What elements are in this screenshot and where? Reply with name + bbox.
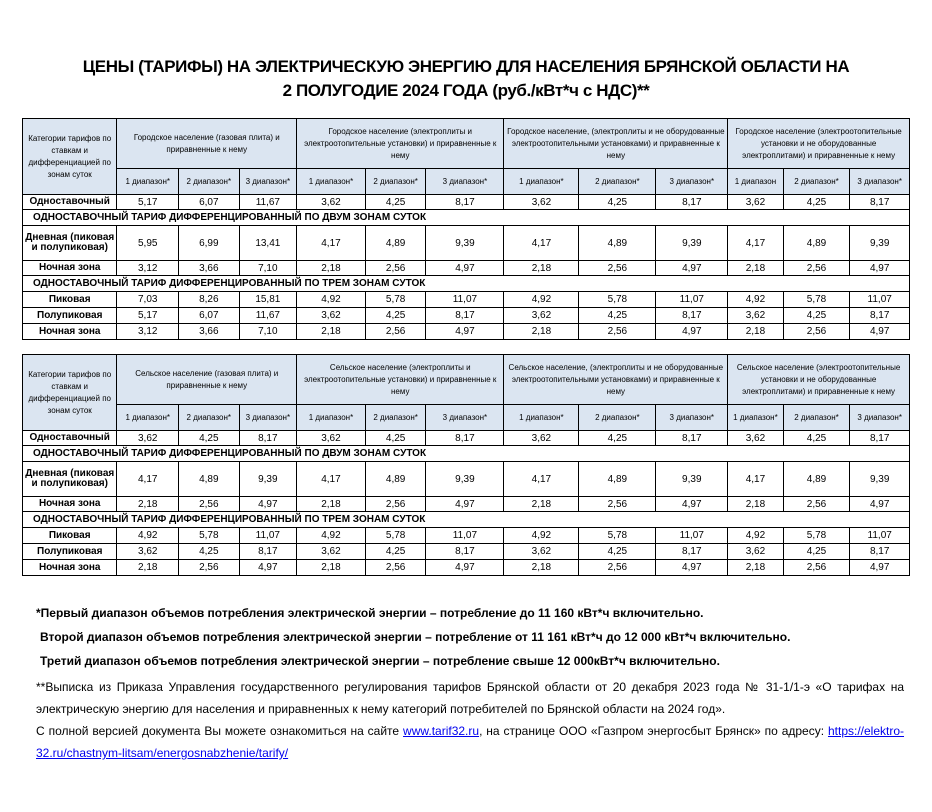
ranges-row: [23, 405, 910, 431]
tariff-value: 11,07: [656, 292, 728, 308]
ranges-row: [23, 169, 910, 195]
tariff-value: 2,18: [504, 324, 579, 340]
range-header: 3 диапазон*: [426, 405, 504, 431]
tariff-value: 4,17: [504, 226, 579, 261]
tariff-value: 8,17: [656, 195, 728, 210]
tariff-value: 2,56: [365, 497, 426, 512]
row-label: Полупиковая: [23, 544, 117, 560]
table-row: [23, 292, 910, 308]
tariff-value: 4,97: [656, 497, 728, 512]
range-header: 1 диапазон*: [117, 405, 179, 431]
tariff-value: 13,41: [239, 226, 296, 261]
tariff-value: 2,18: [504, 497, 579, 512]
tariff-value: 4,89: [365, 462, 426, 497]
tariff-value: 2,18: [117, 497, 179, 512]
group-header: Сельское население (газовая плита) и приравненные к нему: [117, 355, 297, 405]
range-header: 2 диапазон*: [579, 405, 656, 431]
tariff-value: 4,89: [179, 462, 240, 497]
group-header: Сельское население (электроплиты и электроотопительные установки) и приравненные к нему: [297, 355, 504, 405]
tariff-value: 4,89: [365, 226, 426, 261]
tariff-value: 3,62: [504, 544, 579, 560]
tariff-value: 5,78: [579, 528, 656, 544]
tariff-table: [22, 354, 910, 576]
tariff-value: 4,97: [239, 497, 297, 512]
tariff-value: 9,39: [656, 226, 728, 261]
tariff-value: 4,17: [117, 462, 179, 497]
tariff-value: 4,97: [850, 560, 910, 576]
tariff-value: 4,89: [579, 462, 656, 497]
tariff-value: 2,56: [579, 261, 656, 276]
tariff-value: 8,17: [850, 431, 910, 446]
range-header: 3 диапазон*: [656, 405, 728, 431]
row-label: Ночная зона: [23, 497, 117, 512]
tariff-value: 11,07: [656, 528, 728, 544]
tariff-value: 11,07: [850, 528, 910, 544]
section-row: [23, 210, 910, 226]
range-header: 1 диапазон*: [297, 405, 366, 431]
section-row: [23, 276, 910, 292]
tariff-value: 5,78: [783, 528, 850, 544]
range-header: 3 диапазон*: [850, 169, 910, 195]
range-header: 2 диапазон*: [365, 169, 426, 195]
category-header: Категории тарифов по ставкам и дифференциацией по зонам суток: [23, 119, 117, 195]
tariff-value: 4,25: [579, 431, 656, 446]
tariff-value: 2,18: [297, 497, 366, 512]
tariff-value: 8,17: [426, 431, 504, 446]
tariff-value: 4,25: [365, 195, 426, 210]
tariff-value: 4,97: [426, 324, 504, 340]
tariff-value: 4,89: [783, 226, 850, 261]
range-header: 1 диапазон: [728, 169, 783, 195]
row-label: Ночная зона: [23, 560, 117, 576]
tariff-value: 8,17: [426, 308, 504, 324]
tariff-value: 3,62: [728, 544, 783, 560]
range-header: 1 диапазон*: [117, 169, 179, 195]
range-header: 3 диапазон*: [656, 169, 728, 195]
row-label: Полупиковая: [23, 308, 117, 324]
elektro32-link[interactable]: https://elektro-32.ru/chastnym-litsam/energosnabzhenie/tarify/: [36, 724, 905, 760]
tariff-value: 2,56: [783, 560, 850, 576]
table-row: [23, 431, 910, 446]
tariff-value: 4,25: [783, 431, 850, 446]
row-label: Ночная зона: [23, 324, 117, 340]
tariff-value: 4,97: [239, 560, 297, 576]
table-row: [23, 195, 910, 210]
tariff-value: 4,25: [365, 431, 426, 446]
tarif32-link[interactable]: www.tarif32.ru: [403, 724, 480, 738]
tariff-value: 4,97: [426, 497, 504, 512]
table-row: [23, 528, 910, 544]
range-header: 3 диапазон*: [239, 169, 296, 195]
tariff-value: 5,78: [579, 292, 656, 308]
tariff-value: 4,97: [426, 261, 504, 276]
tariff-value: 3,62: [728, 431, 783, 446]
tariff-value: 4,17: [504, 462, 579, 497]
tariff-value: 2,56: [365, 261, 426, 276]
tariff-value: 5,78: [365, 528, 426, 544]
tariff-value: 2,56: [179, 497, 240, 512]
tariff-value: 4,25: [579, 308, 656, 324]
tariff-value: 8,17: [426, 195, 504, 210]
tariff-value: 3,62: [504, 195, 579, 210]
tariff-value: 4,97: [656, 261, 728, 276]
tariff-value: 3,62: [117, 544, 179, 560]
tariff-value: 11,07: [426, 292, 504, 308]
group-header: Городское население (электроотопительные установки и не оборудованные электроплитами) и приравненные к нему: [728, 119, 910, 169]
tariff-value: 4,97: [850, 497, 910, 512]
footnote-order: **Выписка из Приказа Управления государственного регулирования тарифов Брянской области от 20 декабря 2023 года № 31-1/1-э «О тарифах на электрическую энергию для населения и приравненных к нему категорий потребителей по Брянской области на 2024 год».: [36, 680, 904, 716]
group-header: Городское население (электроплиты и электроотопительные установки) и приравненные к нему: [297, 119, 504, 169]
row-label: Ночная зона: [23, 261, 117, 276]
tariff-value: 5,78: [365, 292, 426, 308]
tariff-value: 4,17: [297, 226, 366, 261]
range-header: 1 диапазон*: [728, 405, 783, 431]
tariff-value: 4,17: [728, 462, 783, 497]
tariff-value: 8,17: [239, 431, 297, 446]
tariff-value: 9,39: [850, 462, 910, 497]
footnote-range-2: Второй диапазон объемов потребления электрической энергии – потребление от 11 161 кВт*ч до 12 000 кВт*ч включительно.: [40, 630, 791, 644]
range-header: 1 диапазон*: [504, 169, 579, 195]
tariff-value: 2,18: [728, 560, 783, 576]
section-title: ОДНОСТАВОЧНЫЙ ТАРИФ ДИФФЕРЕНЦИРОВАННЫЙ ПО ДВУМ ЗОНАМ СУТОК: [23, 210, 910, 226]
tariff-value: 2,18: [117, 560, 179, 576]
group-header: Городское население, (электроплиты и не оборудованные электроотопительными установками) и приравненные к нему: [504, 119, 728, 169]
footnote-source: [36, 676, 904, 764]
tariff-value: 7,03: [117, 292, 179, 308]
tariff-value: 2,56: [579, 560, 656, 576]
footnote-range-1: *Первый диапазон объемов потребления электрической энергии – потребление до 11 160 кВт*ч включительно.: [36, 606, 704, 620]
tariff-value: 4,25: [365, 308, 426, 324]
tariff-value: 4,92: [504, 292, 579, 308]
tariff-value: 2,56: [579, 324, 656, 340]
tariff-value: 4,97: [656, 324, 728, 340]
footnote-site-prefix: С полной версией документа Вы можете ознакомиться на сайте: [36, 724, 400, 738]
tariff-value: 5,78: [783, 292, 850, 308]
tariff-value: 2,18: [504, 560, 579, 576]
tariff-value: 2,18: [297, 261, 366, 276]
table-row: [23, 226, 910, 261]
section-title: ОДНОСТАВОЧНЫЙ ТАРИФ ДИФФЕРЕНЦИРОВАННЫЙ ПО ДВУМ ЗОНАМ СУТОК: [23, 446, 910, 462]
tariff-value: 4,25: [579, 195, 656, 210]
tariff-value: 6,07: [179, 308, 240, 324]
tariff-value: 6,07: [179, 195, 240, 210]
tariff-value: 5,17: [117, 308, 179, 324]
tariff-value: 3,62: [297, 308, 366, 324]
range-header: 2 диапазон*: [365, 405, 426, 431]
footnote-site-middle: , на странице ООО «Газпром энергосбыт Брянск» по адресу:: [479, 724, 825, 738]
row-label: Дневная (пиковая и полупиковая): [23, 462, 117, 497]
tariff-value: 9,39: [239, 462, 297, 497]
row-label: Пиковая: [23, 292, 117, 308]
tariff-value: 8,17: [656, 308, 728, 324]
tariff-value: 4,25: [783, 544, 850, 560]
tariff-value: 4,92: [728, 292, 783, 308]
tariff-value: 4,97: [850, 261, 910, 276]
tariff-value: 2,56: [579, 497, 656, 512]
tariff-value: 3,62: [297, 431, 366, 446]
tariff-value: 3,62: [504, 308, 579, 324]
tariff-value: 4,17: [297, 462, 366, 497]
tariff-value: 4,97: [656, 560, 728, 576]
tariff-value: 3,12: [117, 324, 179, 340]
row-label: Одноставочный: [23, 195, 117, 210]
tariff-value: 11,67: [239, 308, 296, 324]
tariff-value: 3,66: [179, 324, 240, 340]
tariff-value: 2,18: [297, 560, 366, 576]
tariff-value: 3,62: [728, 308, 783, 324]
tariff-value: 4,17: [728, 226, 783, 261]
tariff-value: 4,25: [179, 431, 240, 446]
tariff-value: 2,18: [504, 261, 579, 276]
tariff-value: 8,17: [426, 544, 504, 560]
table-row: [23, 462, 910, 497]
range-header: 1 диапазон*: [504, 405, 579, 431]
group-header: Сельское население, (электроплиты и не оборудованные электроотопительными установками) и приравненные к нему: [504, 355, 728, 405]
tariff-value: 8,17: [656, 544, 728, 560]
tariff-value: 4,89: [783, 462, 850, 497]
row-label: Дневная (пиковая и полупиковая): [23, 226, 117, 261]
tariff-value: 4,89: [579, 226, 656, 261]
tariff-value: 2,56: [179, 560, 240, 576]
tariff-value: 8,26: [179, 292, 240, 308]
tariff-value: 9,39: [850, 226, 910, 261]
tariff-value: 2,56: [783, 261, 850, 276]
section-row: [23, 446, 910, 462]
tariff-value: 3,62: [504, 431, 579, 446]
title-line-1: ЦЕНЫ (ТАРИФЫ) НА ЭЛЕКТРИЧЕСКУЮ ЭНЕРГИЮ ДЛЯ НАСЕЛЕНИЯ БРЯНСКОЙ ОБЛАСТИ НА: [82, 57, 850, 76]
tariff-value: 2,18: [728, 261, 783, 276]
tariff-value: 2,56: [365, 560, 426, 576]
tariff-value: 11,67: [239, 195, 296, 210]
table-row: [23, 497, 910, 512]
tariff-value: 2,56: [783, 324, 850, 340]
tariff-value: 2,56: [783, 497, 850, 512]
category-header: Категории тарифов по ставкам и дифференциацией по зонам суток: [23, 355, 117, 431]
range-header: 2 диапазон*: [179, 169, 240, 195]
table-row: [23, 560, 910, 576]
tariff-value: 11,07: [850, 292, 910, 308]
tariff-value: 8,17: [850, 195, 910, 210]
range-header: 2 диапазон*: [579, 169, 656, 195]
tariff-value: 6,99: [179, 226, 240, 261]
tariff-value: 4,92: [504, 528, 579, 544]
tariff-value: 5,95: [117, 226, 179, 261]
group-header: Сельское население (электроотопительные установки и не оборудованные электроплитами) и приравненные к нему: [728, 355, 910, 405]
tariff-value: 9,39: [426, 226, 504, 261]
tariff-value: 3,62: [728, 195, 783, 210]
tariff-value: 8,17: [850, 308, 910, 324]
tariff-value: 4,25: [579, 544, 656, 560]
tariff-value: 8,17: [239, 544, 297, 560]
tariff-value: 4,92: [728, 528, 783, 544]
tariff-value: 15,81: [239, 292, 296, 308]
table-row: [23, 261, 910, 276]
row-label: Пиковая: [23, 528, 117, 544]
row-label: Одноставочный: [23, 431, 117, 446]
tariff-value: 7,10: [239, 324, 296, 340]
tariff-value: 11,07: [239, 528, 297, 544]
tariff-value: 4,97: [426, 560, 504, 576]
tariff-value: 9,39: [656, 462, 728, 497]
range-header: 2 диапазон*: [783, 169, 850, 195]
table-row: [23, 324, 910, 340]
tariff-value: 4,25: [783, 195, 850, 210]
tariff-value: 4,97: [850, 324, 910, 340]
range-header: 2 диапазон*: [783, 405, 850, 431]
range-header: 3 диапазон*: [850, 405, 910, 431]
tariff-value: 7,10: [239, 261, 296, 276]
section-title: ОДНОСТАВОЧНЫЙ ТАРИФ ДИФФЕРЕНЦИРОВАННЫЙ ПО ТРЕМ ЗОНАМ СУТОК: [23, 276, 910, 292]
tariff-value: 5,78: [179, 528, 240, 544]
table-row: [23, 308, 910, 324]
tariff-value: 5,17: [117, 195, 179, 210]
tariff-value: 8,17: [656, 431, 728, 446]
tariff-value: 3,12: [117, 261, 179, 276]
tariff-value: 3,66: [179, 261, 240, 276]
group-header: Городское население (газовая плита) и приравненные к нему: [117, 119, 297, 169]
tariff-value: 2,18: [728, 497, 783, 512]
tariff-value: 2,56: [365, 324, 426, 340]
tariff-value: 4,25: [179, 544, 240, 560]
section-title: ОДНОСТАВОЧНЫЙ ТАРИФ ДИФФЕРЕНЦИРОВАННЫЙ ПО ТРЕМ ЗОНАМ СУТОК: [23, 512, 910, 528]
tariff-value: 3,62: [297, 195, 366, 210]
title-line-2: 2 ПОЛУГОДИЕ 2024 ГОДА (руб./кВт*ч с НДС)**: [282, 81, 650, 100]
tariff-value: 2,18: [728, 324, 783, 340]
range-header: 3 диапазон*: [239, 405, 297, 431]
tariff-value: 4,25: [783, 308, 850, 324]
tariff-value: 8,17: [850, 544, 910, 560]
tariff-table: [22, 118, 910, 340]
section-row: [23, 512, 910, 528]
tariff-value: 3,62: [117, 431, 179, 446]
tariff-value: 4,25: [365, 544, 426, 560]
range-header: 3 диапазон*: [426, 169, 504, 195]
table-row: [23, 544, 910, 560]
tariff-value: 11,07: [426, 528, 504, 544]
range-header: 1 диапазон*: [297, 169, 366, 195]
range-header: 2 диапазон*: [179, 405, 240, 431]
tariff-value: 9,39: [426, 462, 504, 497]
footnote-range-3: Третий диапазон объемов потребления электрической энергии – потребление свыше 12 000кВт*ч включительно.: [40, 654, 720, 668]
tariff-value: 4,92: [117, 528, 179, 544]
tariff-value: 3,62: [297, 544, 366, 560]
page-title: [0, 55, 932, 103]
tariff-value: 4,92: [297, 528, 366, 544]
tariff-value: 4,92: [297, 292, 366, 308]
tariff-value: 2,18: [297, 324, 366, 340]
